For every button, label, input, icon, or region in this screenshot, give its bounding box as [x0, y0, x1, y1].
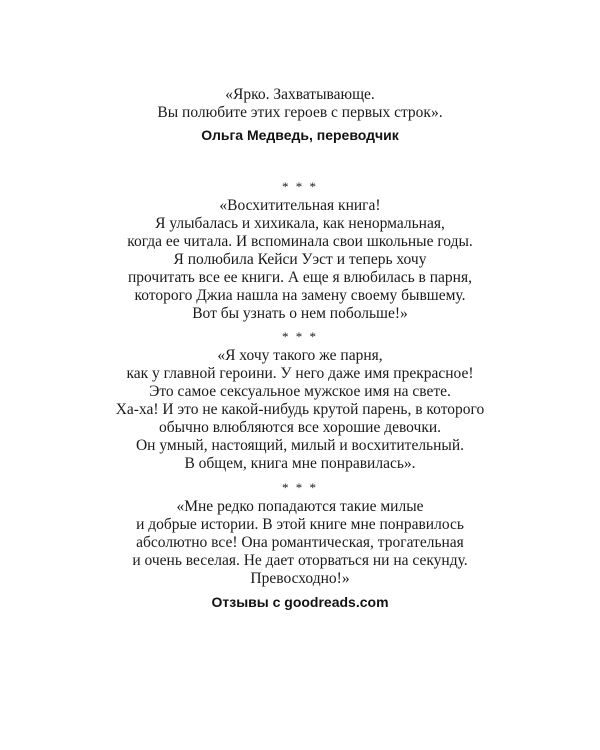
- review-3-line-7: В общем, книга мне понравилась».: [184, 455, 416, 472]
- review-1-attribution: [0, 126, 600, 144]
- review-1-author: Ольга Медведь, переводчик: [201, 127, 399, 143]
- review-3-line-1: «Я хочу такого же парня,: [217, 347, 383, 364]
- review-2-line-3: когда ее читала. И вспоминала свои школьные годы.: [127, 233, 473, 250]
- review-4-line-2: и добрые истории. В этой книге мне понравилось: [136, 516, 464, 533]
- review-1-line-1: «Ярко. Захватывающе.: [225, 86, 375, 103]
- review-2-line-2: Я улыбалась и хихикала, как ненормальная,: [155, 215, 445, 232]
- review-2-line-5: прочитать все ее книги. А еще я влюбилась в парня,: [128, 269, 472, 286]
- reviews-source: Отзывы с goodreads.com: [211, 594, 389, 610]
- review-2-line-1: «Восхитительная книга!: [219, 197, 381, 214]
- review-2-line-4: Я полюбила Кейси Уэст и теперь хочу: [173, 251, 427, 268]
- review-3-line-5: обычно влюбляются все хорошие девочки.: [158, 419, 442, 436]
- review-2-line-6: которого Джиа нашла на замену своему бывшему.: [134, 287, 466, 304]
- review-4-line-5: Превосходно!»: [250, 570, 350, 587]
- review-3: [0, 347, 600, 473]
- review-4-line-3: абсолютно все! Она романтическая, трогательная: [136, 534, 464, 551]
- review-1: [0, 86, 600, 122]
- review-3-line-3: Это самое сексуальное мужское имя на свете.: [149, 383, 451, 400]
- review-3-line-2: как у главной героини. У него даже имя прекрасное!: [126, 365, 474, 382]
- review-4-line-4: и очень веселая. Не дает оторваться ни на секунду.: [132, 552, 468, 569]
- separator-1: * * *: [282, 179, 318, 194]
- separator-3: * * *: [282, 480, 318, 495]
- review-2-line-7: Вот бы узнать о нем побольше!»: [192, 305, 408, 322]
- review-3-line-4: Ха-ха! И это не какой-нибудь крутой парень, в которого: [115, 401, 485, 418]
- review-4: [0, 498, 600, 588]
- review-4-attribution: [0, 593, 600, 611]
- separator-2: * * *: [282, 329, 318, 344]
- review-2: [0, 197, 600, 323]
- review-3-line-6: Он умный, настоящий, милый и восхитительный.: [135, 437, 465, 454]
- review-1-line-2: Вы полюбите этих героев с первых строк».: [157, 104, 443, 121]
- review-4-line-1: «Мне редко попадаются такие милые: [176, 498, 424, 515]
